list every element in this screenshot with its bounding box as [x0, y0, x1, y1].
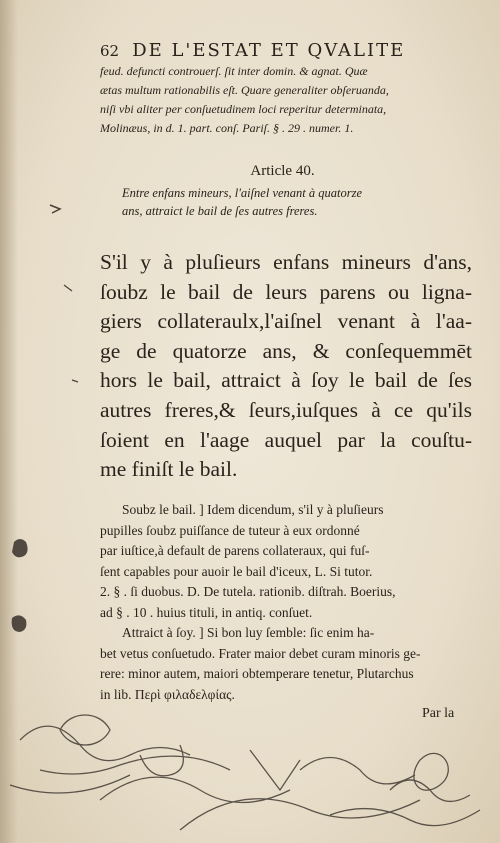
article-heading: Article 40. [250, 163, 315, 179]
commentary-line: Attraict à ſoy. ] Si bon luy ſemble: ſic enim ha- [122, 625, 375, 640]
commentary-line: par iuſtice,à default de parens collateraux, qui fuſ- [100, 543, 370, 558]
summary-line: ans, attraict le bail de ſes autres freres. [122, 204, 318, 218]
gloss-line: feud. defuncti controuerſ. ſit inter domin. & agnat. Quæ [100, 64, 368, 78]
article-line: S'il y à pluſieurs enfans mineurs d'ans, [100, 250, 472, 274]
gloss-line: ætas multum rationabilis eſt. Quare generaliter obſeruanda, [100, 83, 389, 97]
gloss-line: Molinæus, in d. 1. part. conſ. Pariſ. § . 29 . numer. 1. [100, 121, 354, 135]
page-number: 62 [100, 42, 120, 60]
article-line: ge de quatorze ans, & conſequemmēt [100, 338, 472, 363]
summary-line: Entre enfans mineurs, l'aiſnel venant à quatorze [122, 186, 363, 200]
commentary-line: in lib. Περὶ φιλαδελφίας. [100, 686, 235, 702]
article-line: giers collateraulx,l'aiſnel venant à l'aa- [100, 309, 472, 334]
commentary-line: bet vetus conſuetudo. Frater maior debet curam minoris ge- [100, 645, 421, 661]
article-line: me finiſt le bail. [100, 457, 238, 482]
article-line: ſoubz le bail de leurs parens ou ligna- [100, 279, 472, 304]
article-line: autres freres,& ſeurs,iuſques à ce qu'ils [100, 397, 472, 422]
running-title: DE L'ESTAT ET QVALITE [132, 40, 406, 61]
commentary-line: pupilles ſoubz puiſſance de tuteur à eux ordonné [100, 522, 360, 538]
commentary-line: ſent capables pour auoir le bail d'iceux, L. Si tutor. [100, 563, 373, 579]
pen-scribble-doodle [0, 690, 500, 843]
article-line: hors le bail, attraict à ſoy le bail de ſes [100, 368, 472, 393]
catchword: Par la [422, 706, 455, 721]
commentary-line: Soubz le bail. ] Idem dicendum, s'il y à pluſieurs [122, 502, 384, 517]
commentary-line: rere: minor autem, maiori obtemperare tenetur, Plutarchus [100, 666, 414, 681]
commentary-line: 2. § . ſi duobus. D. De tutela. rationib. diſtrah. Boerius, [100, 584, 396, 599]
article-line: ſoient en l'aage auquel par la couſtu- [100, 427, 472, 452]
commentary-line: ad § . 10 . huius tituli, in antiq. conſuet. [100, 604, 313, 620]
gloss-line: niſi vbi aliter per conſuetudinem loci reperitur determinata, [100, 102, 387, 116]
